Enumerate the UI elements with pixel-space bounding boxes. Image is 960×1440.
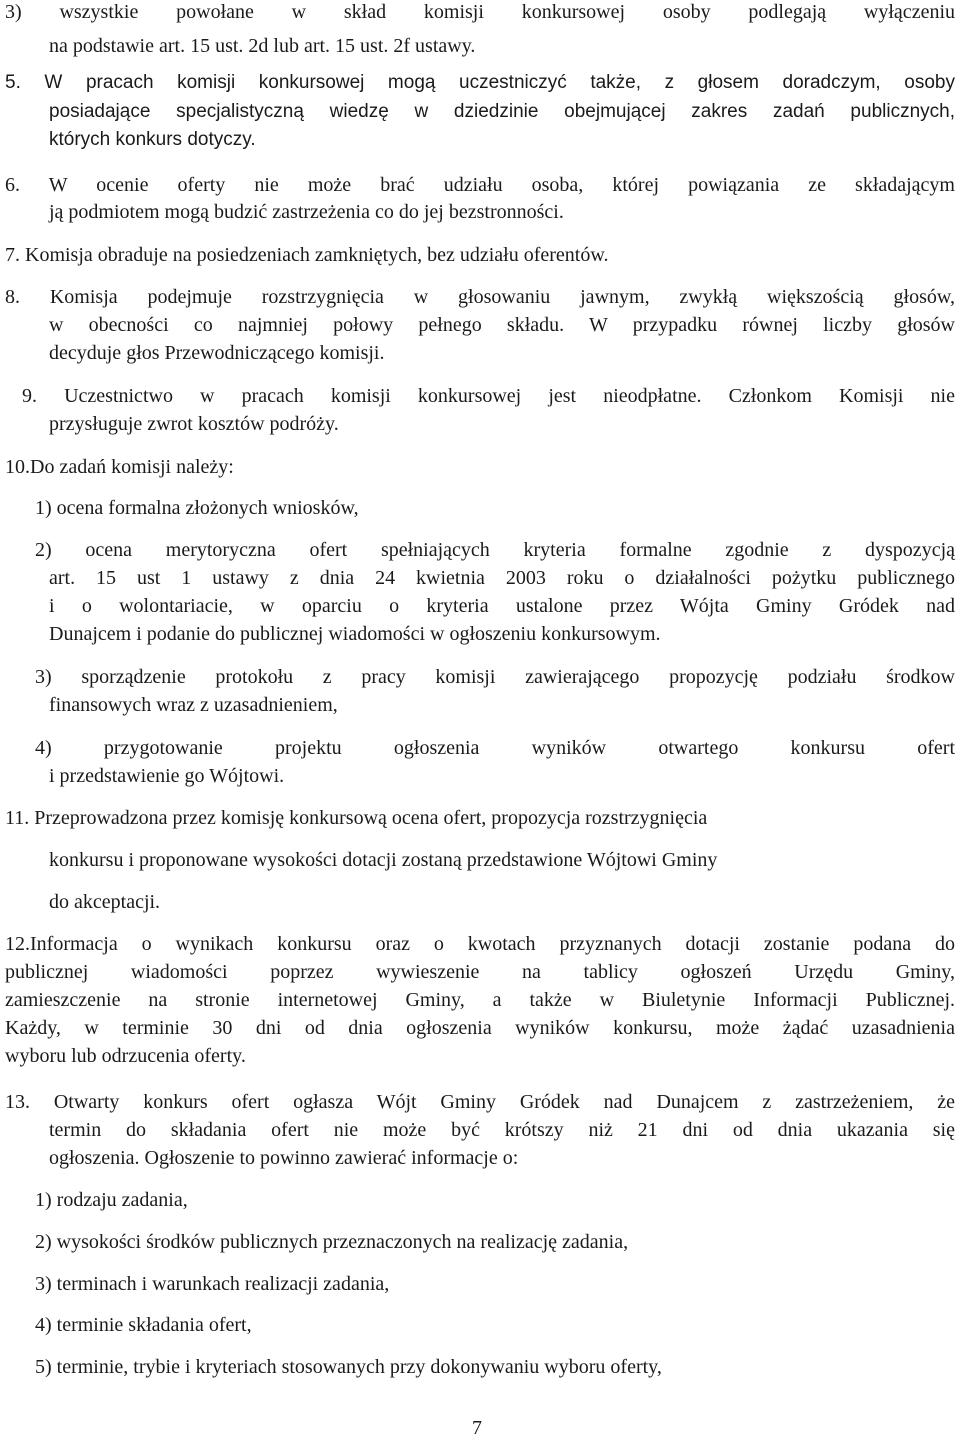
line-31: wyboru lub odrzucenia oferty. [5, 1045, 246, 1067]
line-12: 9. Uczestnictwo w pracach komisji konkursowej jest nieodpłatne. Członkom Komisji nie [22, 385, 955, 407]
page-number: 7 [472, 1417, 482, 1439]
line-36: 2) wysokości środków publicznych przeznaczonych na realizację zadania, [35, 1231, 629, 1253]
line-22: 4) przygotowanie projektu ogłoszenia wyników otwartego konkursu ofert [35, 737, 955, 759]
line-8: 7. Komisja obraduje na posiedzeniach zamkniętych, bez udziału oferentów. [5, 244, 609, 266]
line-7: ją podmiotem mogą budzić zastrzeżenia co do jej bezstronności. [49, 201, 564, 223]
line-29: zamieszczenie na stronie internetowej Gminy, a także w Biuletynie Informacji Publicznej. [5, 989, 955, 1011]
line-3: 5. W pracach komisji konkursowej mogą uczestniczyć także, z głosem doradczym, osoby [5, 72, 955, 93]
line-4: posiadające specjalistyczną wiedzę w dziedzinie obejmującej zakres zadań publicznych, [49, 101, 955, 122]
line-6: 6. W ocenie oferty nie może brać udziału osoba, której powiązania ze składającym [5, 174, 955, 196]
line-14: 10.Do zadań komisji należy: [5, 456, 234, 478]
line-25: konkursu i proponowane wysokości dotacji zostaną przedstawione Wójtowi Gminy [49, 849, 718, 871]
line-27: 12.Informacja o wynikach konkursu oraz o kwotach przyznanych dotacji zostanie podana do [5, 933, 955, 955]
line-15: 1) ocena formalna złożonych wniosków, [35, 497, 359, 519]
line-16: 2) ocena merytoryczna ofert spełniających kryteria formalne zgodnie z dyspozycją [35, 539, 955, 561]
line-19: Dunajcem i podanie do publicznej wiadomości w ogłoszeniu konkursowym. [49, 623, 661, 645]
line-34: ogłoszenia. Ogłoszenie to powinno zawierać informacje o: [49, 1147, 519, 1169]
line-11: decyduje głos Przewodniczącego komisji. [49, 342, 385, 364]
line-9: 8. Komisja podejmuje rozstrzygnięcia w głosowaniu jawnym, zwykłą większością głosów, [5, 286, 955, 308]
line-37: 3) terminach i warunkach realizacji zadania, [35, 1273, 390, 1295]
line-21: finansowych wraz z uzasadnieniem, [49, 694, 338, 716]
line-20: 3) sporządzenie protokołu z pracy komisji zawierającego propozycję podziału środkow [35, 666, 955, 688]
line-28: publicznej wiadomości poprzez wywieszenie na tablicy ogłoszeń Urzędu Gminy, [5, 961, 955, 983]
line-32: 13. Otwarty konkurs ofert ogłasza Wójt Gminy Gródek nad Dunajcem z zastrzeżeniem, że [5, 1091, 955, 1113]
line-23: i przedstawienie go Wójtowi. [49, 765, 285, 787]
line-30: Każdy, w terminie 30 dni od dnia ogłoszenia wyników konkursu, może żądać uzasadnienia [5, 1017, 955, 1039]
line-26: do akceptacji. [49, 891, 161, 913]
line-1: 3) wszystkie powołane w skład komisji konkursowej osoby podlegają wyłączeniu [5, 1, 955, 23]
line-33: termin do składania ofert nie może być krótszy niż 21 dni od dnia ukazania się [49, 1119, 955, 1141]
line-24: 11. Przeprowadzona przez komisję konkursową ocena ofert, propozycja rozstrzygnięcia [5, 807, 708, 829]
line-13: przysługuje zwrot kosztów podróży. [49, 413, 339, 435]
line-18: i o wolontariacie, w oparciu o kryteria ustalone przez Wójta Gminy Gródek nad [49, 595, 955, 617]
line-17: art. 15 ust 1 ustawy z dnia 24 kwietnia 2003 roku o działalności pożytku publicznego [49, 567, 955, 589]
line-10: w obecności co najmniej połowy pełnego składu. W przypadku równej liczby głosów [49, 314, 955, 336]
line-2: na podstawie art. 15 ust. 2d lub art. 15 ust. 2f ustawy. [49, 35, 476, 57]
line-35: 1) rodzaju zadania, [35, 1189, 188, 1211]
line-38: 4) terminie składania ofert, [35, 1314, 252, 1336]
line-5: których konkurs dotyczy. [49, 129, 256, 150]
line-39: 5) terminie, trybie i kryteriach stosowanych przy dokonywaniu wyboru oferty, [35, 1356, 662, 1378]
